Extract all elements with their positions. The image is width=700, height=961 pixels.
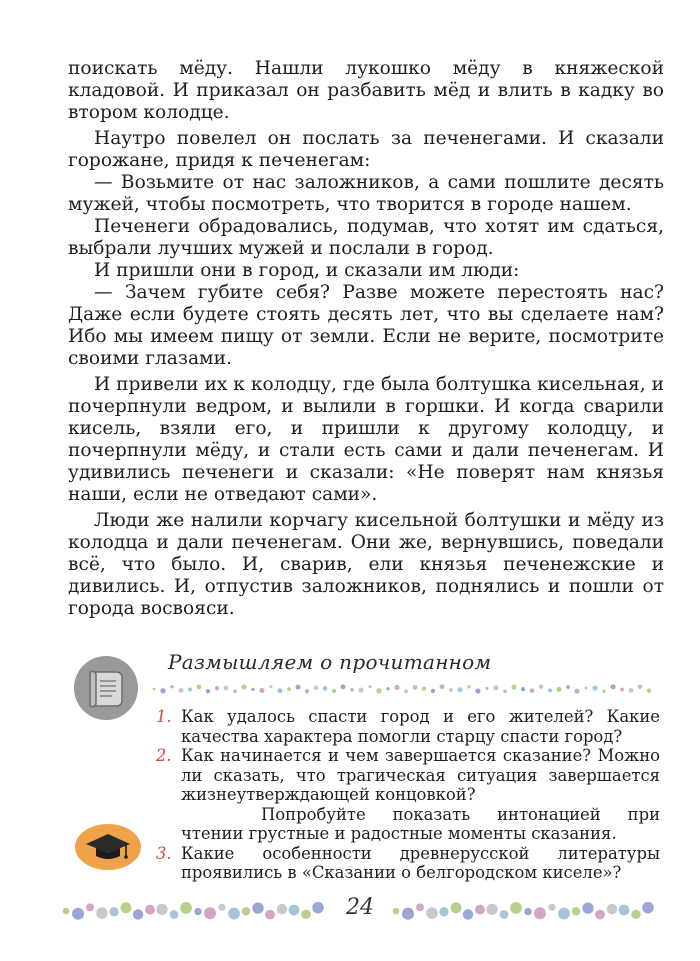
decorative-dot xyxy=(574,689,579,694)
decorative-dot xyxy=(160,688,165,693)
decorative-dot xyxy=(121,902,132,913)
paragraph: И пришли они в город, и сказали им люди: xyxy=(94,260,520,281)
decorative-dot xyxy=(305,689,309,693)
decorative-dot xyxy=(584,686,587,689)
paragraph: поискать мёду. Нашли лукошко мёду в княжеской кладовой. И приказал он разбавить мёд и влить в кадку во втором колодце. xyxy=(68,58,664,123)
decorative-dot xyxy=(557,687,562,692)
decorative-dot xyxy=(296,685,301,690)
decorative-dot xyxy=(439,907,448,916)
decorative-dot xyxy=(312,902,324,914)
decorative-dot xyxy=(619,905,630,916)
decorative-dot xyxy=(602,690,605,693)
decorative-dot xyxy=(145,905,155,915)
decorative-dot xyxy=(341,684,346,689)
footer-dots-left xyxy=(62,900,332,922)
decorative-dot xyxy=(485,687,488,690)
decorative-dot xyxy=(467,685,470,688)
decorative-dot xyxy=(475,688,480,693)
decorative-dot xyxy=(503,689,507,693)
decorative-dot xyxy=(133,909,143,919)
decorative-dot xyxy=(629,688,634,693)
decorative-dot xyxy=(413,685,418,690)
decorative-dot xyxy=(206,689,211,694)
scroll-icon xyxy=(74,656,138,720)
decorative-dot xyxy=(376,688,381,693)
page-number: 24 xyxy=(346,895,374,920)
decorative-dot xyxy=(96,907,108,919)
decorative-dot xyxy=(475,905,485,915)
decorative-dot xyxy=(486,904,497,915)
decorative-dot xyxy=(647,689,651,693)
decorative-dot xyxy=(539,684,544,689)
decorative-dot xyxy=(451,902,462,913)
decorative-dot xyxy=(241,684,246,689)
decorative-dot xyxy=(512,685,517,690)
decorative-dot xyxy=(393,908,400,915)
decorative-dot xyxy=(638,685,642,689)
decorative-dot xyxy=(566,685,570,689)
question-item xyxy=(156,844,660,883)
decorative-dot xyxy=(620,688,624,692)
paragraph: — Зачем губите себя? Разве можете перестоять нас? Даже если будете стоять десять лет, что вы сделаете нам? Ибо мы имеем пищу от земли. Если не верите, посмотрите своими глазами. xyxy=(68,282,664,369)
decorative-dot xyxy=(369,685,372,688)
decorative-dot xyxy=(500,910,509,919)
story-text xyxy=(68,58,664,620)
decorative-dot xyxy=(218,904,225,911)
decorative-dot xyxy=(259,688,264,693)
decorative-dot xyxy=(242,907,251,916)
decorative-dot xyxy=(251,688,254,691)
decorative-dot xyxy=(457,687,462,692)
decorative-dot xyxy=(332,689,336,693)
question-text: Как удалось спасти город и его жителей? Какие качества характера помогли старцу спасти город? xyxy=(181,707,660,746)
decorative-dot xyxy=(548,688,552,692)
decorative-dot xyxy=(610,684,615,689)
question-item xyxy=(156,746,660,805)
question-number: 3. xyxy=(156,843,172,863)
decorative-dot xyxy=(224,686,229,691)
decorative-dot xyxy=(431,689,435,693)
decorative-dot xyxy=(534,907,546,919)
decorative-dot xyxy=(233,689,237,693)
decorative-dot xyxy=(582,902,593,913)
decorative-dot xyxy=(323,686,328,691)
decorative-dot xyxy=(449,688,453,692)
section-title: Размышляем о прочитанном xyxy=(168,650,492,674)
decorative-dot xyxy=(548,904,555,911)
decorative-dot xyxy=(289,905,300,916)
decorative-dot xyxy=(642,902,654,914)
paragraph: Люди же налили корчагу кисельной болтушки и мёду из колодца и дали печенегам. Они же, вернувшись, поведали всё, что было. И, сварив, ели князья печенежские и дивились. И, отпустив заложников, поднялись и пошли от города восвояси. xyxy=(68,510,664,619)
paragraph: — Возьмите от нас заложников, а сами пошлите десять мужей, чтобы посмотреть, что творится в городе нашем. xyxy=(68,172,664,215)
decorative-dot xyxy=(530,688,535,693)
decorative-dot xyxy=(572,907,581,916)
decorative-dot xyxy=(394,685,399,690)
decorative-dot xyxy=(386,687,389,690)
question-number: 1. xyxy=(156,707,172,726)
decorative-dot xyxy=(156,904,167,915)
question-item xyxy=(156,707,660,746)
decorative-dot xyxy=(265,910,275,920)
decorative-dot xyxy=(277,688,282,693)
decorative-dot xyxy=(170,910,179,919)
decorative-dot xyxy=(277,904,288,915)
reading-note: Попробуйте показать интонацией при чтении грустные и радостные моменты сказания. xyxy=(181,804,660,843)
decorative-dot xyxy=(595,910,605,920)
decorative-dot xyxy=(350,688,354,692)
graduation-cap-icon xyxy=(74,822,142,872)
decorative-dot xyxy=(314,685,319,690)
decorative-dot xyxy=(170,685,173,688)
paragraph: Печенеги обрадовались, подумав, что хотят им сдаться, выбрали лучших мужей и послали в город. xyxy=(68,216,664,259)
decorative-dot xyxy=(153,688,156,691)
decorative-dot xyxy=(178,688,183,693)
decorative-dot xyxy=(358,688,363,693)
decorative-dot xyxy=(631,910,640,919)
decorative-dot xyxy=(180,902,192,914)
decorative-dot xyxy=(301,910,310,919)
decorative-dot xyxy=(592,685,597,690)
decorative-dot xyxy=(215,686,219,690)
question-number: 2. xyxy=(156,746,172,765)
question-text: Какие особенности древнерусской литературы проявились в «Сказании о белгородском киселе»? xyxy=(181,843,660,882)
decorative-dot xyxy=(463,909,473,919)
decorative-dot xyxy=(252,902,263,913)
decorative-dot xyxy=(86,903,94,911)
footer-dots-right xyxy=(392,900,662,922)
decorative-dot xyxy=(197,685,202,690)
decorative-dot xyxy=(188,688,192,692)
decorative-dot xyxy=(440,684,445,689)
question-text: Как начинается и чем завершается сказание? Можно ли сказать, что трагическая ситуация завершается жизнеутверждающей концовкой? xyxy=(181,746,660,804)
decorative-dot xyxy=(426,907,438,919)
decorative-dot xyxy=(422,687,426,691)
decorative-dot xyxy=(63,908,70,915)
decorative-dot xyxy=(404,689,408,693)
decorative-dot xyxy=(510,902,522,914)
decorative-dot xyxy=(109,907,118,916)
decorative-dot xyxy=(269,685,272,688)
decorative-dot xyxy=(607,904,618,915)
decorative-dot xyxy=(524,908,531,915)
decorative-dot xyxy=(194,908,201,915)
paragraph: Наутро повелел он послать за печенегами. И сказали горожане, придя к печенегам: xyxy=(68,128,664,171)
decorative-dot xyxy=(287,687,291,691)
decorative-dot xyxy=(416,903,424,911)
decorative-dot xyxy=(228,908,240,920)
decorative-dot xyxy=(402,908,414,920)
decorative-dot xyxy=(521,687,525,691)
decorative-dot xyxy=(72,908,84,920)
decorative-dot xyxy=(204,907,216,919)
decorative-dots-divider xyxy=(150,682,660,696)
decorative-dot xyxy=(493,685,498,690)
decorative-dot xyxy=(558,908,570,920)
questions-list xyxy=(156,707,660,883)
paragraph: И привели их к колодцу, где была болтушка кисельная, и почерпнули ведром, и вылили в горшки. И когда сварили кисель, взяли его, и пришли к другому колодцу, и почерпнули мёду, и стали есть сами и дали печенегам. И удивились печенеги и сказали: «Не поверят нам князья наши, если не отведают сами». xyxy=(68,374,664,505)
